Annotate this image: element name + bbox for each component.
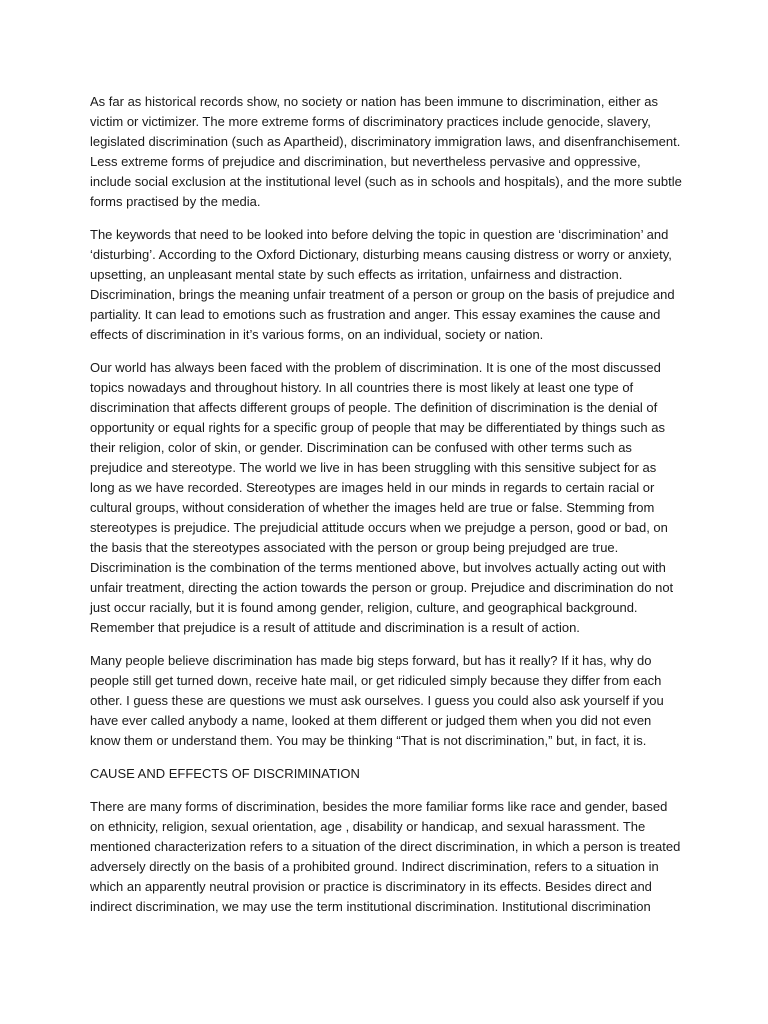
paragraph-world-problem: Our world has always been faced with the problem of discrimination. It is one of the most discussed topics nowadays and throughout history. In all countries there is most likely at least one type of discrimination that affects different groups of people. The definition of discrimination is the denial of opportunity or equal rights for a specific group of people that may be differentiated by things such as their religion, color of skin, or gender. Discrimination can be confused with other terms such as prejudice and stereotype. The world we live in has been struggling with this sensitive subject for as long as we have recorded. Stereotypes are images held in our minds in regards to certain racial or cultural groups, without consideration of whether the images held are true or false. Stemming from stereotypes is prejudice. The prejudicial attitude occurs when we prejudge a person, good or bad, on the basis that the stereotypes associated with the person or group being prejudged are true. Discrimination is the combination of the terms mentioned above, but involves actually acting out with unfair treatment, directing the action towards the person or group. Prejudice and discrimination do not just occur racially, but it is found among gender, religion, culture, and geographical background. Remember that prejudice is a result of attitude and discrimination is a result of action. bbox=[90, 360, 674, 635]
paragraph-keywords: The keywords that need to be looked into before delving the topic in question are ‘discrimination’ and ‘disturbing’. According to the Oxford Dictionary, disturbing means causing distress or worry or anxiety, upsetting, an unpleasant mental state by such effects as irritation, unfairness and distraction. Discrimination, brings the meaning unfair treatment of a person or group on the basis of prejudice and partiality. It can lead to emotions such as frustration and anger. This essay examines the cause and effects of discrimination in it’s various forms, on an individual, society or nation. bbox=[90, 227, 675, 342]
section-heading: CAUSE AND EFFECTS OF DISCRIMINATION bbox=[90, 766, 360, 781]
paragraph-forms: There are many forms of discrimination, besides the more familiar forms like race and gender, based on ethnicity, religion, sexual orientation, age , disability or handicap, and sexual harassment. The mentioned characterization refers to a situation of the direct discrimination, in which a person is treated adversely directly on the basis of a prohibited ground. Indirect discrimination, refers to a situation in which an apparently neutral provision or practice is discriminatory in its effects. Besides direct and indirect discrimination, we may use the term institutional discrimination. Institutional discrimination bbox=[90, 799, 681, 914]
document-body bbox=[90, 92, 682, 930]
paragraph-intro: As far as historical records show, no society or nation has been immune to discrimination, either as victim or victimizer. The more extreme forms of discriminatory practices include genocide, slavery, legislated discrimination (such as Apartheid), discriminatory immigration laws, and disenfranchisement. Less extreme forms of prejudice and discrimination, but nevertheless pervasive and oppressive, include social exclusion at the institutional level (such as in schools and hospitals), and the more subtle forms practised by the media. bbox=[90, 94, 682, 209]
paragraph-questions: Many people believe discrimination has made big steps forward, but has it really? If it has, why do people still get turned down, receive hate mail, or get ridiculed simply because they differ from each other. I guess these are questions we must ask ourselves. I guess you could also ask yourself if you have ever called anybody a name, looked at them different or judged them when you did not even know them or understand them. You may be thinking “That is not discrimination,” but, in fact, it is. bbox=[90, 653, 664, 748]
